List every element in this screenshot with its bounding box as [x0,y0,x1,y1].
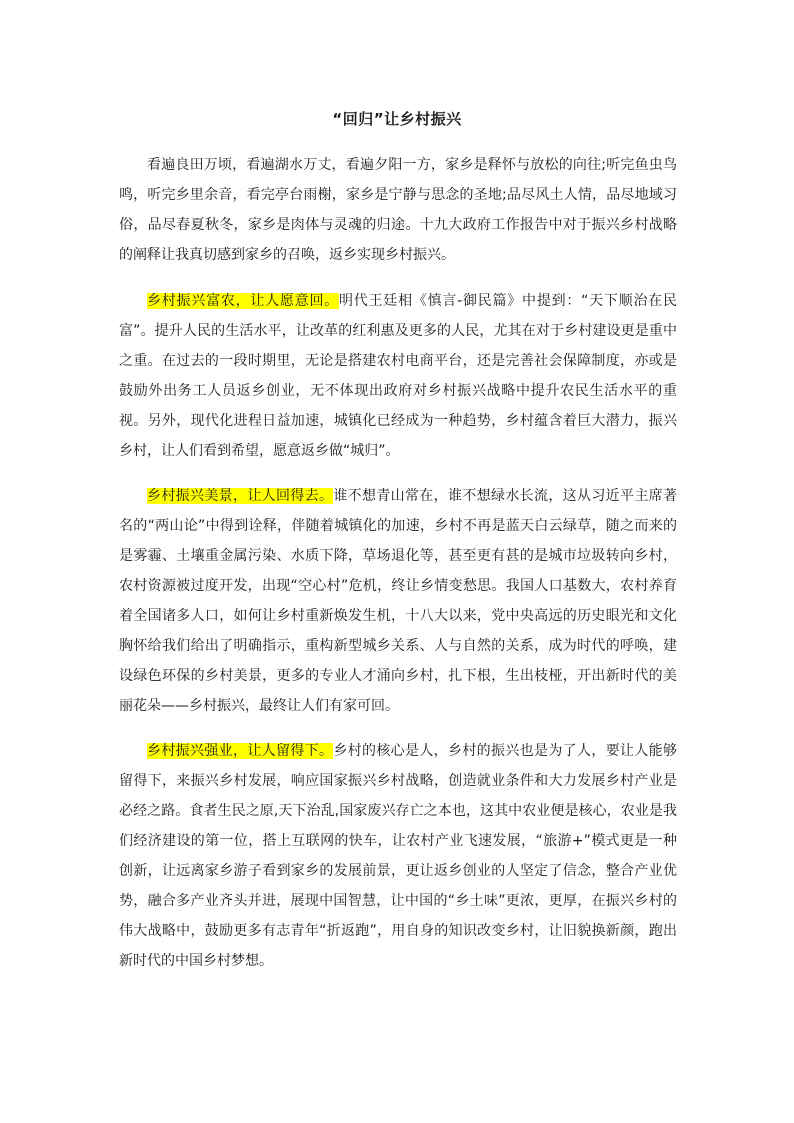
highlighted-heading: 乡村振兴强业，让人留得下。 [147,743,334,759]
highlighted-heading: 乡村振兴美景，让人回得去。 [147,488,334,504]
paragraph-beautiful-scenery [119,481,677,721]
document-title: “回归”让乡村振兴 [332,110,462,128]
paragraph-intro [119,150,677,270]
paragraph-text: 看遍良田万顷，看遍湖水万丈，看遍夕阳一方，家乡是释怀与放松的向往;听完鱼虫鸟鸣，听完乡里余音，看完亭台雨榭，家乡是宁静与思念的圣地;品尽风土人情，品尽地域习俗，品尽春夏秋冬，家乡是肉体与灵魂的归途。十九大政府工作报告中对于振兴乡村战略的阐释让我真切感到家乡的召唤，返乡实现乡村振兴。 [119,157,677,263]
paragraph-text: 明代王廷相《慎言-御民篇》中提到：“天下顺治在民富”。提升人民的生活水平，让改革的红利惠及更多的人民，尤其在对于乡村建设更是重中之重。在过去的一段时期里，无论是搭建农村电商平台，还是完善社会保障制度，亦或是鼓励外出务工人员返乡创业，无不体现出政府对乡村振兴战略中提升农民生活水平的重视。另外，现代化进程日益加速，城镇化已经成为一种趋势，乡村蕴含着巨大潜力，振兴乡村，让人们看到希望，愿意返乡做“城归”。 [119,293,677,459]
paragraph-enrich-farmers [119,286,677,466]
highlighted-heading: 乡村振兴富农，让人愿意回。 [147,293,339,309]
paragraph-text: 乡村的核心是人，乡村的振兴也是为了人，要让人能够留得下，来振兴乡村发展，响应国家振兴乡村战略，创造就业条件和大力发展乡村产业是必经之路。食者生民之原,天下治乱,国家废兴存亡之本也，这其中农业便是核心，农业是我们经济建设的第一位，搭上互联网的快车，让农村产业飞速发展，“旅游+”模式更是一种创新，让远离家乡游子看到家乡的发展前景，更让返乡创业的人坚定了信念，整合产业优势，融合多产业齐头并进，展现中国智慧，让中国的“乡土味”更浓，更厚，在振兴乡村的伟大战略中，鼓励更多有志青年“折返跑”，用自身的知识改变乡村，让旧貌换新颜，跑出新时代的中国乡村梦想。 [119,743,678,969]
paragraph-strengthen-industry [119,736,677,976]
paragraph-text: 谁不想青山常在，谁不想绿水长流，这从习近平主席著名的“两山论”中得到诠释，伴随着城镇化的加速，乡村不再是蓝天白云绿草，随之而来的是雾霾、土壤重金属污染、水质下降，草场退化等，甚至更有甚的是城市垃圾转向乡村，农村资源被过度开发，出现“空心村”危机，终让乡情变愁思。我国人口基数大，农村养育着全国诸多人口，如何让乡村重新焕发生机，十八大以来，党中央高远的历史眼光和文化胸怀给我们给出了明确指示，重构新型城乡关系、人与自然的关系，成为时代的呼唤，建设绿色环保的乡村美景，更多的专业人才涌向乡村，扎下根，生出枝桠，开出新时代的美丽花朵——乡村振兴，最终让人们有家可回。 [119,488,678,714]
document-body [119,150,677,991]
